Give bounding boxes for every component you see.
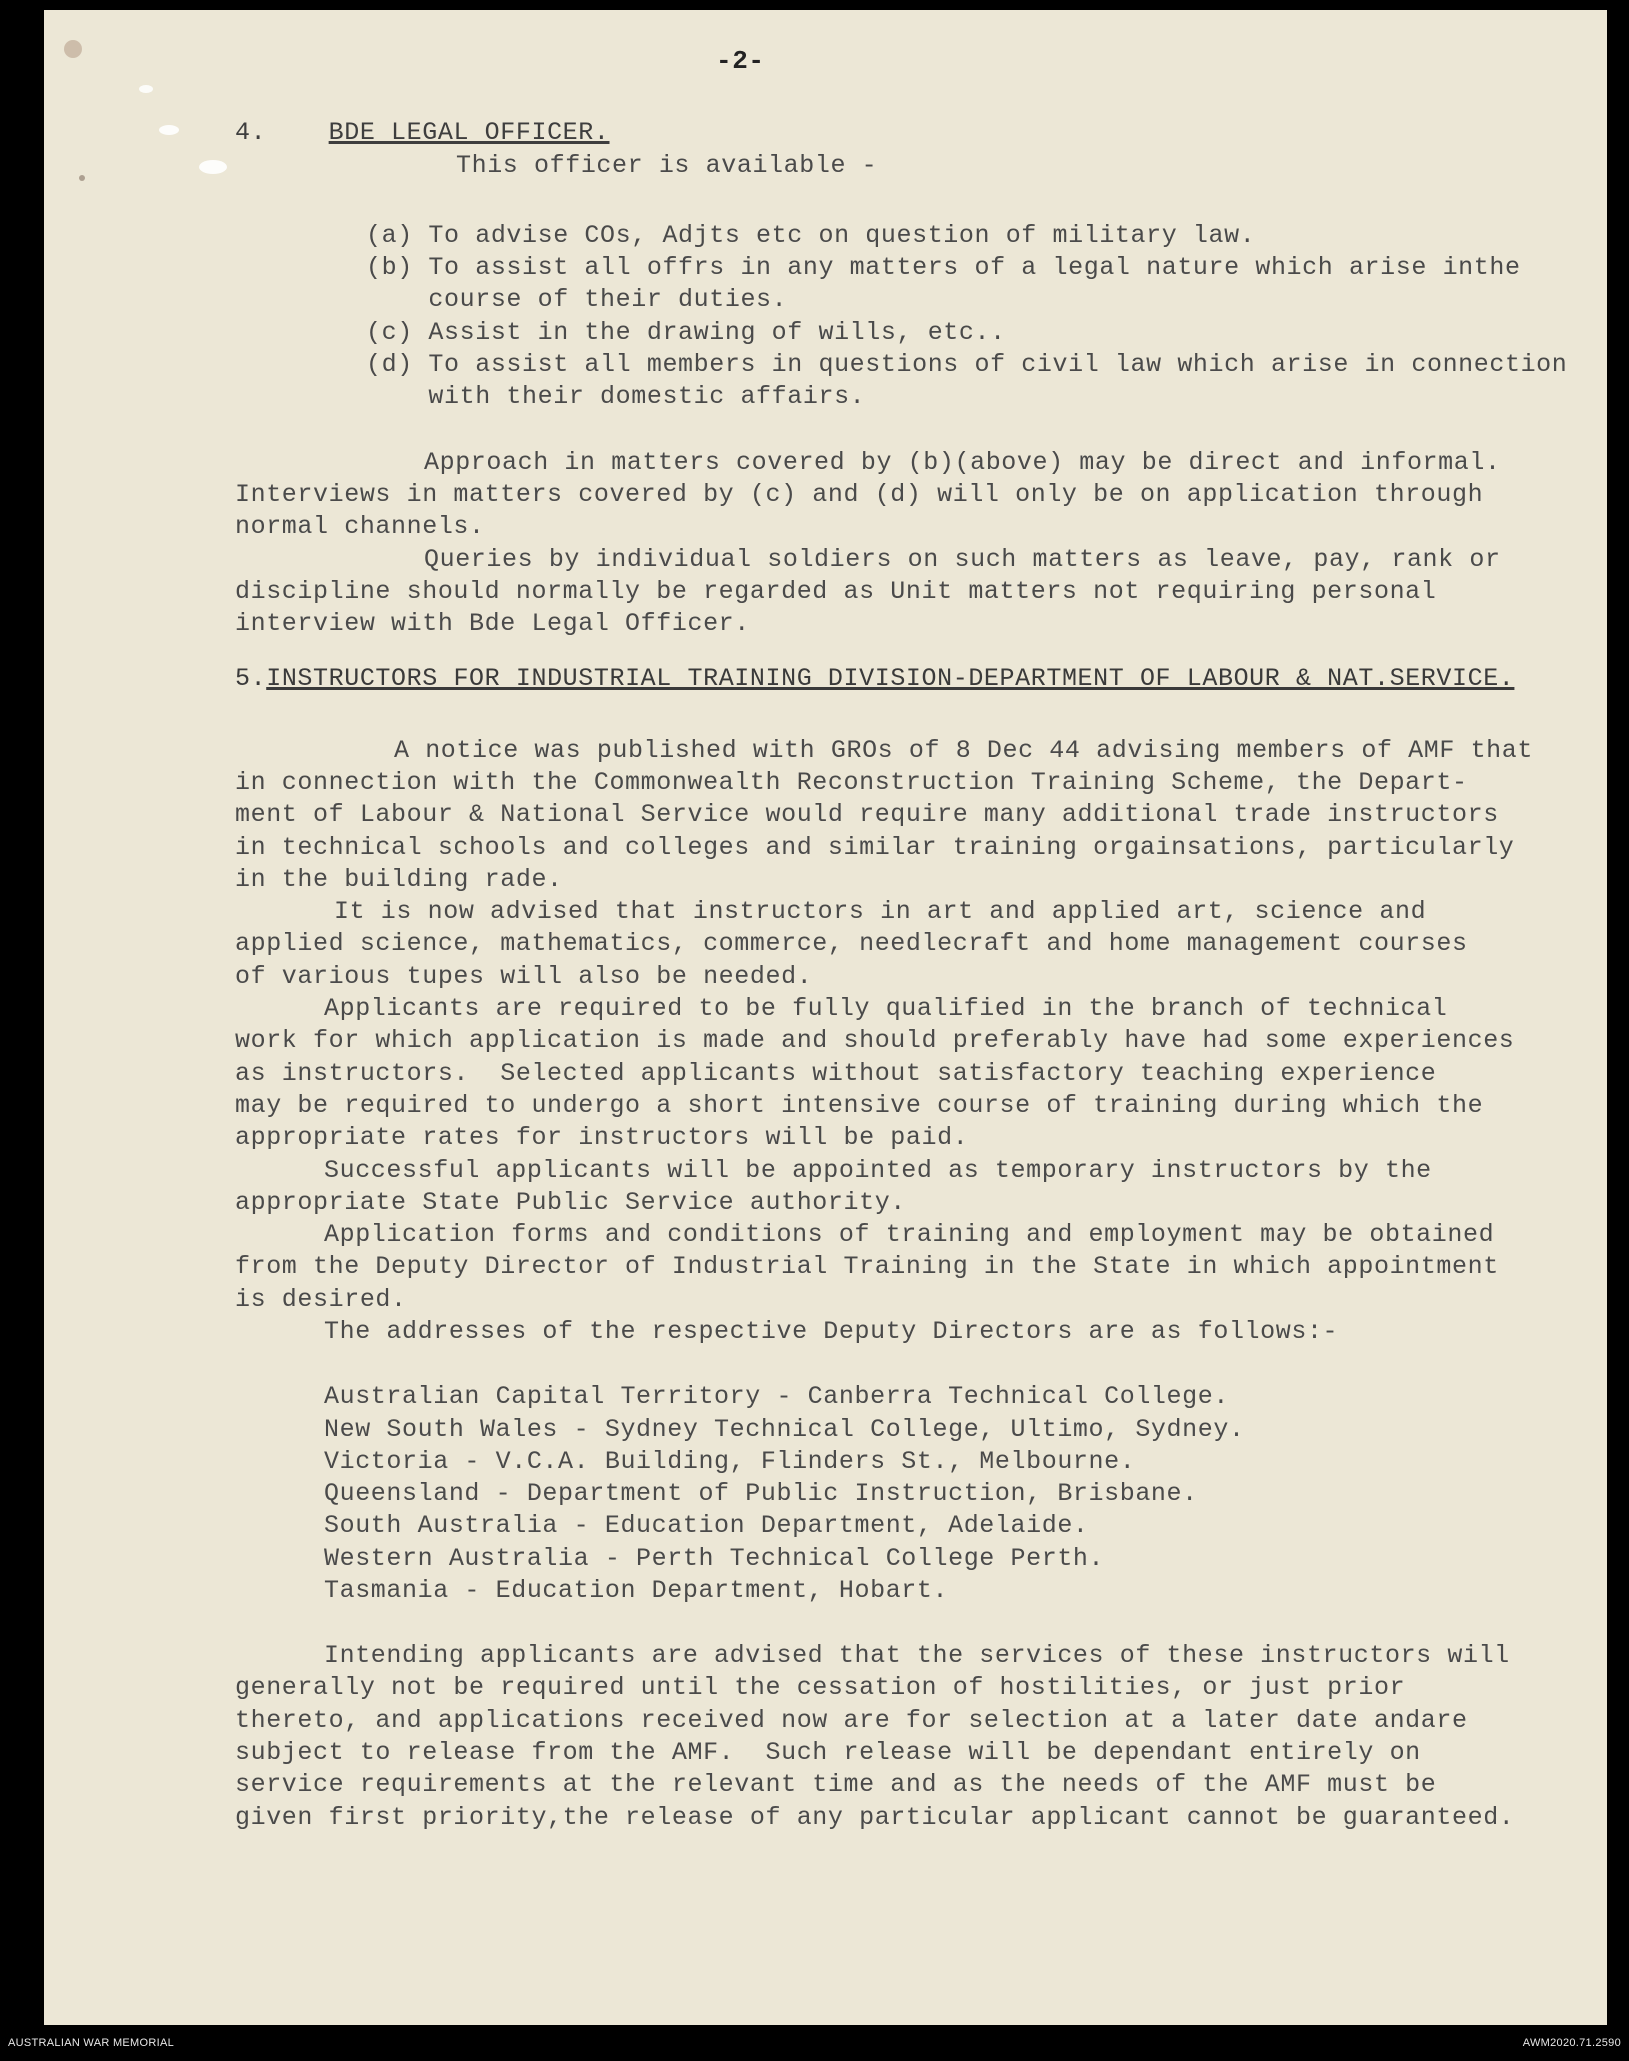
paragraph-line: It is now advised that instructors in art and applied art, science and <box>334 897 1427 926</box>
paragraph-line: of various tupes will also be needed. <box>235 962 813 991</box>
paragraph-line: interview with Bde Legal Officer. <box>235 609 750 638</box>
document-page <box>44 10 1607 2025</box>
stain-mark <box>64 40 82 58</box>
paragraph-line: service requirements at the relevant time and as the needs of the AMF must be <box>235 1770 1437 1799</box>
address-line: Queensland - Department of Public Instruction, Brisbane. <box>324 1479 1198 1508</box>
paragraph-line: thereto, and applications received now are for selection at a later date andare <box>235 1706 1468 1735</box>
paragraph-line: work for which application is made and should preferably have had some experiences <box>235 1026 1515 1055</box>
list-item: (a) To advise COs, Adjts etc on question of military law. <box>366 221 1256 250</box>
section-5-title: INSTRUCTORS FOR INDUSTRIAL TRAINING DIVISION-DEPARTMENT OF LABOUR & NAT.SERVICE. <box>266 664 1515 693</box>
paragraph-line: Intending applicants are advised that the services of these instructors will <box>324 1641 1510 1670</box>
address-line: New South Wales - Sydney Technical College, Ultimo, Sydney. <box>324 1415 1245 1444</box>
archive-reference: AWM2020.71.2590 <box>1522 2037 1621 2049</box>
address-line: Victoria - V.C.A. Building, Flinders St., Melbourne. <box>324 1447 1136 1476</box>
stain-mark <box>79 175 85 181</box>
paragraph-line: Application forms and conditions of training and employment may be obtained <box>324 1220 1495 1249</box>
paragraph-line: Applicants are required to be fully qualified in the branch of technical <box>324 994 1448 1023</box>
section-5-number: 5. <box>235 664 267 693</box>
paragraph-line: from the Deputy Director of Industrial Training in the State in which appointment <box>235 1252 1499 1281</box>
paragraph-line: ment of Labour & National Service would require many additional trade instructors <box>235 800 1499 829</box>
paragraph-line: given first priority,the release of any particular applicant cannot be guaranteed. <box>235 1803 1515 1832</box>
page-number: -2- <box>716 46 765 76</box>
list-item: with their domestic affairs. <box>366 382 866 411</box>
paragraph-line: in the building rade. <box>235 865 563 894</box>
paragraph-line: The addresses of the respective Deputy Directors are as follows:- <box>324 1317 1339 1346</box>
section-4-intro: This officer is available - <box>456 151 878 180</box>
paragraph-line: appropriate State Public Service authority. <box>235 1188 906 1217</box>
paragraph-line: in technical schools and colleges and similar training orgainsations, particularly <box>235 833 1515 862</box>
paragraph-line: A notice was published with GROs of 8 Dec 44 advising members of AMF that <box>394 736 1533 765</box>
address-line: Western Australia - Perth Technical College Perth. <box>324 1544 1105 1573</box>
paper-damage <box>199 160 227 174</box>
list-item: course of their duties. <box>366 285 788 314</box>
paragraph-line: Successful applicants will be appointed as temporary instructors by the <box>324 1156 1432 1185</box>
paragraph-line: normal channels. <box>235 512 485 541</box>
address-line: South Australia - Education Department, Adelaide. <box>324 1511 1089 1540</box>
paragraph-line: Approach in matters covered by (b)(above) may be direct and informal. <box>424 448 1501 477</box>
paragraph-line: Queries by individual soldiers on such matters as leave, pay, rank or <box>424 545 1501 574</box>
paper-damage <box>159 125 179 135</box>
list-item: (b) To assist all offrs in any matters of a legal nature which arise inthe <box>366 253 1521 282</box>
address-line: Tasmania - Education Department, Hobart. <box>324 1576 949 1605</box>
paragraph-line: in connection with the Commonwealth Reconstruction Training Scheme, the Depart- <box>235 768 1468 797</box>
paragraph-line: Interviews in matters covered by (c) and (d) will only be on application through <box>235 480 1484 509</box>
paragraph-line: applied science, mathematics, commerce, needlecraft and home management courses <box>235 929 1468 958</box>
paragraph-line: generally not be required until the cessation of hostilities, or just prior <box>235 1673 1406 1702</box>
paragraph-line: subject to release from the AMF. Such release will be dependant entirely on <box>235 1738 1421 1767</box>
paragraph-line: is desired. <box>235 1285 407 1314</box>
paragraph-line: appropriate rates for instructors will be paid. <box>235 1123 969 1152</box>
list-item: (c) Assist in the drawing of wills, etc.. <box>366 318 1006 347</box>
section-4-number: 4. <box>235 118 267 147</box>
section-5-heading <box>235 663 1514 695</box>
section-4-title: BDE LEGAL OFFICER. <box>328 118 610 147</box>
archive-credit: AUSTRALIAN WAR MEMORIAL <box>8 2037 175 2049</box>
paragraph-line: as instructors. Selected applicants without satisfactory teaching experience <box>235 1059 1437 1088</box>
address-line: Australian Capital Territory - Canberra Technical College. <box>324 1382 1229 1411</box>
section-4-heading <box>235 117 610 149</box>
paragraph-line: may be required to undergo a short intensive course of training during which the <box>235 1091 1484 1120</box>
paper-damage <box>139 85 153 93</box>
paragraph-line: discipline should normally be regarded as Unit matters not requiring personal <box>235 577 1437 606</box>
list-item: (d) To assist all members in questions of civil law which arise in connection <box>366 350 1568 379</box>
